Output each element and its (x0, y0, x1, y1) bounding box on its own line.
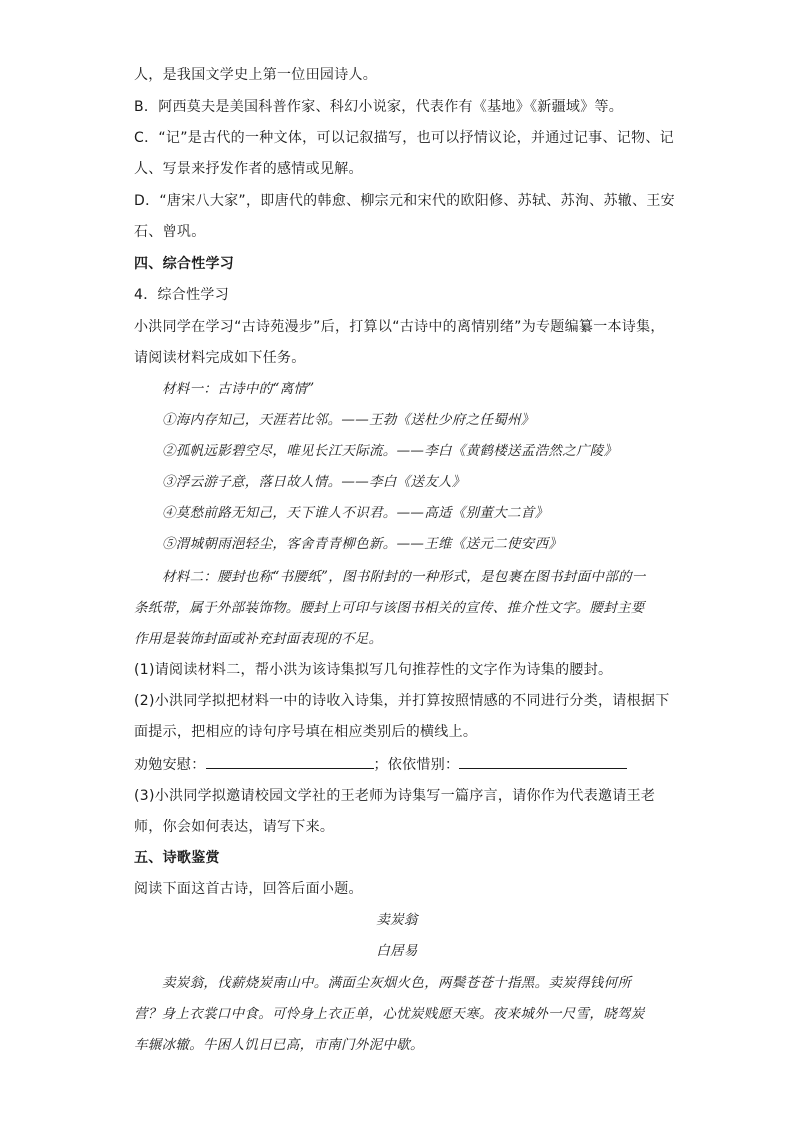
reluctant-farewell-label: ；依依惜别： (373, 757, 460, 773)
sub-question-3-line-2: 师，你会如何表达，请写下来。 (134, 819, 335, 835)
material-two-line-3: 作用是装饰封面或补充封面表现的不足。 (134, 631, 383, 647)
section-heading-poetry-appreciation: 五、诗歌鉴赏 (134, 850, 220, 866)
question-4-intro-line-2: 请阅读材料完成如下任务。 (134, 350, 306, 366)
poem-body-line-2: 营？身上衣裳口中食。可怜身上衣正单，心忧炭贱愿天寒。夜来城外一尺雪，晓驾炭 (134, 1006, 645, 1022)
sub-question-2-line-1: (2)小洪同学拟把材料一中的诗收入诗集，并打算按照情感的不同进行分类，请根据下 (134, 693, 670, 709)
material-one-title: 材料一：古诗中的“离情” (162, 381, 315, 397)
sub-question-1: (1)请阅读材料二，帮小洪为该诗集拟写几句推荐性的文字作为诗集的腰封。 (134, 662, 613, 678)
option-c-line-2: 人、写景来抒发作者的感情或见解。 (134, 161, 363, 177)
section-heading-comprehensive-study: 四、综合性学习 (134, 256, 235, 272)
question-4-title: 4．综合性学习 (134, 287, 230, 303)
reluctant-farewell-blank[interactable] (459, 753, 627, 769)
encourage-comfort-label: 劝勉安慰： (134, 757, 206, 773)
poem-author: 白居易 (376, 943, 418, 959)
material-one-poem-1: ①海内存知己，天涯若比邻。——王勃《送杜少府之任蜀州》 (162, 412, 535, 428)
question-4-intro-line-1: 小洪同学在学习“古诗苑漫步”后，打算以“古诗中的离情别绪”为专题编纂一本诗集， (134, 319, 665, 335)
sub-question-3-line-1: (3)小洪同学拟邀请校园文学社的王老师为诗集写一篇序言，请你作为代表邀请王老 (134, 788, 656, 804)
poem-title: 卖炭翁 (376, 912, 418, 928)
material-two-line-1: 材料二：腰封也称“书腰纸”，图书附封的一种形式，是包裹在图书封面中部的一 (162, 569, 646, 585)
encourage-comfort-blank[interactable] (206, 753, 374, 769)
material-two-line-2: 条纸带，属于外部装饰物。腰封上可印与该图书相关的宣传、推介性文字。腰封主要 (134, 600, 645, 616)
option-c-line-1: C．“记”是古代的一种文体，可以记叙描写，也可以抒情议论，并通过记事、记物、记 (134, 130, 674, 146)
option-a-continuation: 人，是我国文学史上第一位田园诗人。 (134, 67, 378, 83)
material-one-poem-2: ②孤帆远影碧空尽，唯见长江天际流。——李白《黄鹤楼送孟浩然之广陵》 (162, 443, 618, 459)
poem-body-line-1: 卖炭翁，伐薪烧炭南山中。满面尘灰烟火色，两鬓苍苍十指黑。卖炭得钱何所 (162, 975, 632, 991)
material-one-poem-5: ⑤渭城朝雨浥轻尘，客舍青青柳色新。——王维《送元二使安西》 (162, 536, 563, 552)
material-one-poem-3: ③浮云游子意，落日故人情。——李白《送友人》 (162, 474, 466, 490)
poem-body-line-3: 车辗冰辙。牛困人饥日已高，市南门外泥中歇。 (134, 1037, 424, 1053)
answer-blanks-row (134, 753, 627, 776)
poetry-instruction: 阅读下面这首古诗，回答后面小题。 (134, 881, 363, 897)
option-b: B．阿西莫夫是美国科普作家、科幻小说家，代表作有《基地》《新疆域》等。 (134, 99, 624, 115)
material-one-poem-4: ④莫愁前路无知己，天下谁人不识君。——高适《别董大二首》 (162, 505, 549, 521)
option-d-line-1: D．“唐宋八大家”，即唐代的韩愈、柳宗元和宋代的欧阳修、苏轼、苏洵、苏辙、王安 (134, 193, 675, 209)
option-d-line-2: 石、曾巩。 (134, 224, 206, 240)
sub-question-2-line-2: 面提示，把相应的诗句序号填在相应类别后的横线上。 (134, 724, 478, 740)
